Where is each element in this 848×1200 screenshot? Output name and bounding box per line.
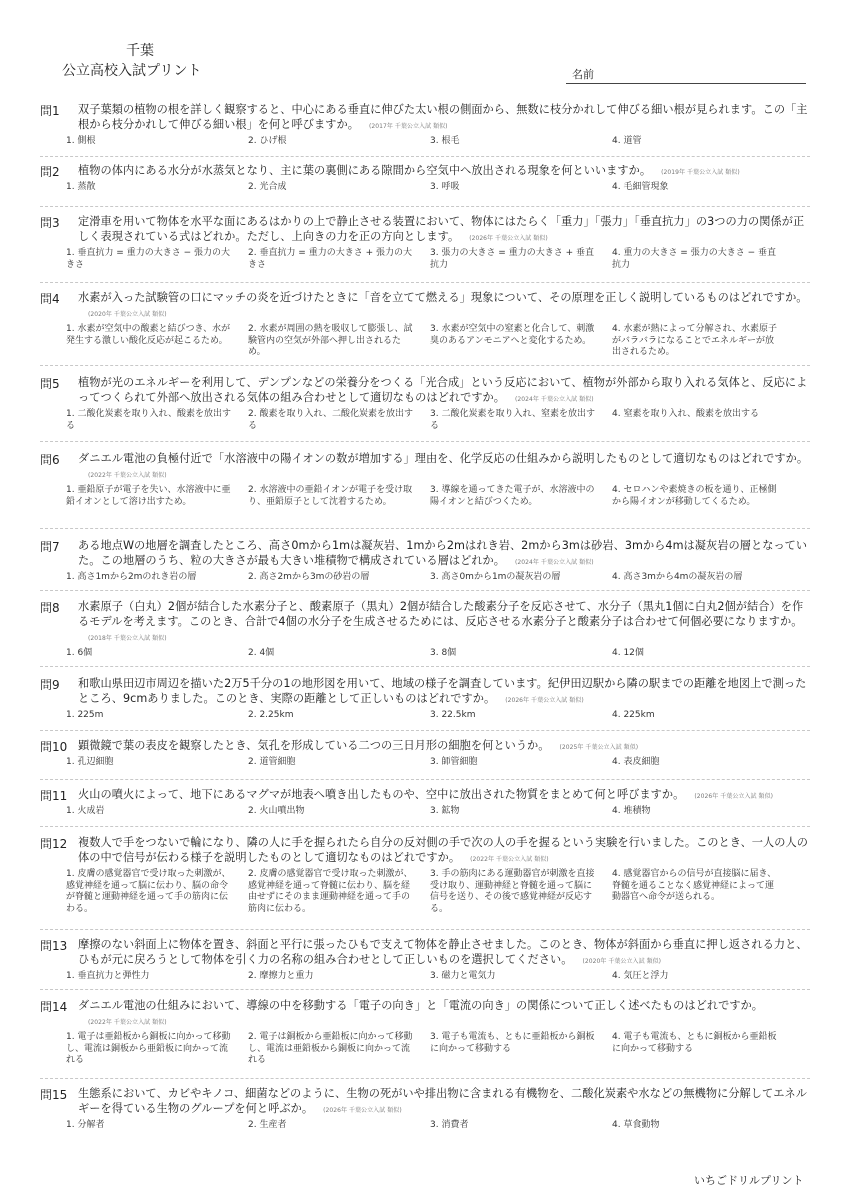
question-number: 問4 [40,292,60,306]
divider [40,590,810,591]
answer-option-4[interactable]: 4. 草食動物 [612,1120,660,1130]
question-body: ダニエル電池の負極付近で「水溶液中の陽イオンの数が増加する」理由を、化学反応の仕組みから説明したものとして適切なものはどれですか。 [78,452,809,465]
answer-option-4[interactable]: 4. 窒素を取り入れ、酸素を放出する [612,409,759,419]
answer-option-3[interactable]: 3. 導線を通ってきた電子が、水溶液中の陽イオンと結びつくため。 [430,485,595,507]
answer-option-4[interactable]: 4. 12個 [612,648,644,658]
answer-option-4[interactable]: 4. 高さ3mから4mの凝灰岩の層 [612,572,743,582]
answer-option-3[interactable]: 3. 根毛 [430,136,460,146]
answer-option-4[interactable]: 4. 225km [612,710,655,720]
answer-option-2[interactable]: 2. 光合成 [248,182,287,192]
answer-options [66,136,810,166]
question-3 [40,214,810,278]
question-number: 問7 [40,540,60,554]
answer-option-3[interactable]: 3. 電子も電流も、ともに亜鉛板から銅板に向かって移動する [430,1032,595,1054]
question-body: 生態系において、カビやキノコ、細菌などのように、生物の死がいや排出物に含まれる有機物を、二酸化炭素や水などの無機物に分解してエネルギーを得ている生物のグループを何と呼ぶか。 [78,1087,807,1115]
answer-option-1[interactable]: 1. 側根 [66,136,96,146]
question-body: 和歌山県田辺市周辺を描いた2万5千分の1の地形図を用いて、地域の様子を調査しています。紀伊田辺駅から隣の駅までの距離を地図上で測ったところ、9cmありました。このとき、実際の距離として正しいものはどれですか。 [78,677,807,705]
answer-option-2[interactable]: 2. ひげ根 [248,136,287,146]
answer-option-4[interactable]: 4. 水素が熱によって分解され、水素原子がバラバラになることでエネルギーが放出されるため。 [612,324,777,357]
question-source: (2024年 千葉公立入試 類似) [515,396,594,403]
answer-option-3[interactable]: 3. 水素が空気中の窒素と化合して、刺激臭のあるアンモニアへと変化するため。 [430,324,595,346]
page-title: 公立高校入試プリント [62,63,202,79]
divider [40,528,810,529]
divider [40,441,810,442]
question-7 [40,538,810,602]
question-source: (2022年 千葉公立入試 類似) [88,472,167,479]
question-5 [40,375,810,439]
answer-option-4[interactable]: 4. 重力の大きさ = 張力の大きさ − 垂直抗力 [612,248,776,270]
question-text [78,163,810,180]
answer-option-3[interactable]: 3. 張力の大きさ = 重力の大きさ + 垂直抗力 [430,248,594,270]
divider [40,826,810,827]
answer-option-2[interactable]: 2. 摩擦力と重力 [248,971,314,981]
question-number: 問10 [40,740,68,754]
answer-option-2[interactable]: 2. 4個 [248,648,275,658]
question-source: (2026年 千葉公立入試 類似) [694,793,774,800]
answer-option-1[interactable]: 1. 蒸散 [66,182,96,192]
question-text [78,937,810,969]
answer-option-1[interactable]: 1. 皮膚の感覚器官で受け取った刺激が、感覚神経を通って脳に伝わり、脳の命令が脊髄と運動神経を通って手の筋肉に伝わる。 [66,869,231,914]
answer-option-3[interactable]: 3. 呼吸 [430,182,460,192]
question-body: 定滑車を用いて物体を水平な面にあるはかりの上で静止させる装置において、物体にはたらく「重力」「張力」「垂直抗力」の3つの力の関係が正しく表現されている式はどれか。ただし、上向きの力を正の方向とします。 [78,215,805,243]
answer-options [66,1120,810,1150]
answer-options [66,806,810,836]
answer-option-1[interactable]: 1. 垂直抗力 = 重力の大きさ − 張力の大きさ [66,248,230,270]
answer-option-1[interactable]: 1. 孔辺細胞 [66,757,114,767]
question-12 [40,835,810,914]
name-label: 名前 [572,68,594,81]
divider [40,779,810,780]
answer-option-4[interactable]: 4. セロハンや素焼きの板を通り、正極側から陽イオンが移動してくるため。 [612,485,777,507]
question-source: (2019年 千葉公立入試 類似) [661,169,740,176]
question-body: ある地点Wの地層を調査したところ、高さ0mから1mは凝灰岩、1mから2mはれき岩、2mから3mは砂岩、3mから4mは凝灰岩の層となっていた。この地層のうち、粒の大きさが最も大きい堆積物で構成されている層はどれか。 [78,539,808,567]
answer-option-1[interactable]: 1. 電子は亜鉛板から銅板に向かって移動し、電流は銅板から亜鉛板に向かって流れる [66,1032,231,1065]
answer-options [66,485,810,515]
answer-option-2[interactable]: 2. 2.25km [248,710,294,720]
question-body: 植物が光のエネルギーを利用して、デンプンなどの栄養分をつくる「光合成」という反応において、植物が外部から取り入れる気体と、反応によってつくられて外部へ放出される気体の組み合わせとして適切なものはどれですか。 [78,376,808,404]
answer-options [66,971,810,1001]
answer-option-1[interactable]: 1. 高さ1mから2mのれき岩の層 [66,572,197,582]
question-text [78,375,810,407]
answer-option-1[interactable]: 1. 亜鉛原子が電子を失い、水溶液中に亜鉛イオンとして溶け出すため。 [66,485,231,507]
answer-option-3[interactable]: 3. 8個 [430,648,457,658]
answer-option-2[interactable]: 2. 酸素を取り入れ、二酸化炭素を放出する [248,409,413,431]
question-source: (2020年 千葉公立入試 類似) [582,958,662,965]
question-text [78,787,810,804]
answer-options [66,572,810,602]
question-text [78,1086,810,1118]
divider [40,730,810,731]
answer-option-1[interactable]: 1. 225m [66,710,104,720]
answer-option-3[interactable]: 3. 22.5km [430,710,476,720]
answer-option-4[interactable]: 4. 毛細管現象 [612,182,669,192]
question-number: 問5 [40,377,60,391]
answer-option-3[interactable]: 3. 高さ0mから1mの凝灰岩の層 [430,572,561,582]
question-source: (2020年 千葉公立入試 類似) [88,311,167,318]
question-text [78,599,810,646]
question-2 [40,163,810,212]
question-number: 問15 [40,1088,68,1102]
question-text [78,738,810,755]
question-text [78,676,810,708]
answer-option-2[interactable]: 2. 皮膚の感覚器官で受け取った刺激が、感覚神経を通って脊髄に伝わり、脳を経由せずにそのまま運動神経を通って手の筋肉に伝わる。 [248,869,413,914]
divider [40,365,810,366]
answer-option-4[interactable]: 4. 感覚器官からの信号が直接脳に届き、脊髄を通ることなく感覚神経によって運動器官へ命令が送られる。 [612,869,777,902]
divider [40,206,810,207]
answer-option-4[interactable]: 4. 電子も電流も、ともに銅板から亜鉛板に向かって移動する [612,1032,777,1054]
question-source: (2024年 千葉公立入試 類似) [515,559,594,566]
question-source: (2026年 千葉公立入試 類似) [469,235,548,242]
divider [40,282,810,283]
answer-option-4[interactable]: 4. 表皮細胞 [612,757,660,767]
answer-option-2[interactable]: 2. 水溶液中の亜鉛イオンが電子を受け取り、亜鉛原子として沈着するため。 [248,485,413,507]
question-number: 問3 [40,216,60,230]
answer-option-4[interactable]: 4. 気圧と浮力 [612,971,669,981]
question-text [78,998,810,1030]
answer-option-1[interactable]: 1. 分解者 [66,1120,105,1130]
answer-option-4[interactable]: 4. 道管 [612,136,642,146]
question-source: (2018年 千葉公立入試 類似) [88,635,167,642]
question-15 [40,1086,810,1150]
question-number: 問2 [40,165,60,179]
answer-option-1[interactable]: 1. 6個 [66,648,93,658]
answer-option-4[interactable]: 4. 堆積物 [612,806,651,816]
question-body: 複数人で手をつないで輪になり、隣の人に手を握られたら自分の反対側の手で次の人の手を握るという実験を行いました。このとき、一人の人の体の中で信号が伝わる様子を説明したものとして適切なものはどれですか。 [78,836,808,864]
question-11 [40,787,810,836]
question-body: 火山の噴火によって、地下にあるマグマが地表へ噴き出したものや、空中に放出された物質をまとめて何と呼びますか。 [78,788,685,801]
answer-option-2[interactable]: 2. 道管細胞 [248,757,296,767]
answer-options [66,182,810,212]
question-body: ダニエル電池の仕組みにおいて、導線の中を移動する「電子の向き」と「電流の向き」の関係について正しく述べたものはどれですか。 [78,999,764,1012]
question-body: 水素原子（白丸）2個が結合した水素分子と、酸素原子（黒丸）2個が結合した酸素分子を反応させて、水分子（黒丸1個に白丸2個が結合）を作るモデルを考えます。このとき、合計で4個の水分子を生成させるためには、反応させる水素分子と酸素分子は合わせて何個必要になりますか。 [78,600,804,628]
footer-brand: いちごドリルプリント [694,1174,804,1187]
question-text [78,102,810,134]
question-number: 問8 [40,601,60,615]
answer-option-3[interactable]: 3. 手の筋肉にある運動器官が刺激を直接受け取り、運動神経と脊髄を通って脳に信号を送り、その後で感覚神経が反応する。 [430,869,595,914]
answer-option-2[interactable]: 2. 生産者 [248,1120,287,1130]
answer-option-2[interactable]: 2. 高さ2mから3mの砂岩の層 [248,572,370,582]
question-number: 問14 [40,1000,68,1014]
question-6 [40,451,810,515]
answer-option-2[interactable]: 2. 垂直抗力 = 重力の大きさ + 張力の大きさ [248,248,412,270]
answer-option-2[interactable]: 2. 火山噴出物 [248,806,305,816]
question-source: (2022年 千葉公立入試 類似) [88,1019,167,1026]
question-number: 問11 [40,789,68,803]
answer-options [66,757,810,787]
question-body: 摩擦のない斜面上に物体を置き、斜面と平行に張ったひもで支えて物体を静止させました。このとき、物体が斜面から垂直に押し返される力と、ひもが元に戻ろうとして物体を引く力の名称の組み合わせとして正しいものを選択してください。 [78,938,808,966]
answer-options [66,324,810,357]
question-number: 問1 [40,104,60,118]
answer-option-3[interactable]: 3. 磁力と電気力 [430,971,496,981]
question-14 [40,998,810,1065]
answer-options [66,248,810,278]
question-4 [40,290,810,357]
divider [40,1078,810,1079]
divider [40,929,810,930]
question-number: 問12 [40,837,68,851]
divider [40,156,810,157]
question-text [78,835,810,867]
title-line-1: 千葉 [126,43,154,59]
question-source: (2026年 千葉公立入試 類似) [505,697,584,704]
question-body: 顕微鏡で葉の表皮を観察したとき、気孔を形成している二つの三日月形の細胞を何というか。 [78,739,550,752]
question-text [78,538,810,570]
answer-option-1[interactable]: 1. 火成岩 [66,806,105,816]
question-13 [40,937,810,1001]
question-number: 問9 [40,678,60,692]
answer-options [66,409,810,439]
answer-option-2[interactable]: 2. 水素が周囲の熱を吸収して膨張し、試験管内の空気が外部へ押し出されるため。 [248,324,413,357]
question-text [78,290,810,322]
question-number: 問6 [40,453,60,467]
question-source: (2022年 千葉公立入試 類似) [470,856,549,863]
answer-option-3[interactable]: 3. 消費者 [430,1120,469,1130]
answer-option-2[interactable]: 2. 電子は銅板から亜鉛板に向かって移動し、電流は亜鉛板から銅板に向かって流れる [248,1032,413,1065]
answer-options [66,869,810,914]
name-field[interactable] [566,83,806,84]
answer-options [66,710,810,740]
question-text [78,451,810,483]
divider [40,666,810,667]
answer-option-3[interactable]: 3. 二酸化炭素を取り入れ、窒素を放出する [430,409,595,431]
question-source: (2026年 千葉公立入試 類似) [323,1107,402,1114]
answer-option-3[interactable]: 3. 鉱物 [430,806,460,816]
answer-options [66,648,810,678]
answer-option-1[interactable]: 1. 垂直抗力と弾性力 [66,971,150,981]
question-source: (2017年 千葉公立入試 類似) [368,123,448,130]
answer-options [66,1032,810,1065]
question-text [78,214,810,246]
question-body: 植物の体内にある水分が水蒸気となり、主に葉の裏側にある隙間から空気中へ放出される現象を何といいますか。 [78,164,652,177]
question-number: 問13 [40,939,68,953]
divider [40,989,810,990]
answer-option-1[interactable]: 1. 水素が空気中の酸素と結びつき、水が発生する激しい酸化反応が起こるため。 [66,324,231,346]
question-body: 双子葉類の植物の根を詳しく観察すると、中心にある垂直に伸びた太い根の側面から、無数に枝分かれして伸びる細い根が見られます。この「主根から枝分かれして伸びる細い根」を何と呼びますか。 [78,103,808,131]
question-source: (2025年 千葉公立入試 類似) [559,744,639,751]
question-body: 水素が入った試験管の口にマッチの炎を近づけたときに「音を立てて燃える」現象について、その原理を正しく説明しているものはどれですか。 [78,291,808,304]
answer-option-3[interactable]: 3. 師管細胞 [430,757,478,767]
answer-option-1[interactable]: 1. 二酸化炭素を取り入れ、酸素を放出する [66,409,231,431]
